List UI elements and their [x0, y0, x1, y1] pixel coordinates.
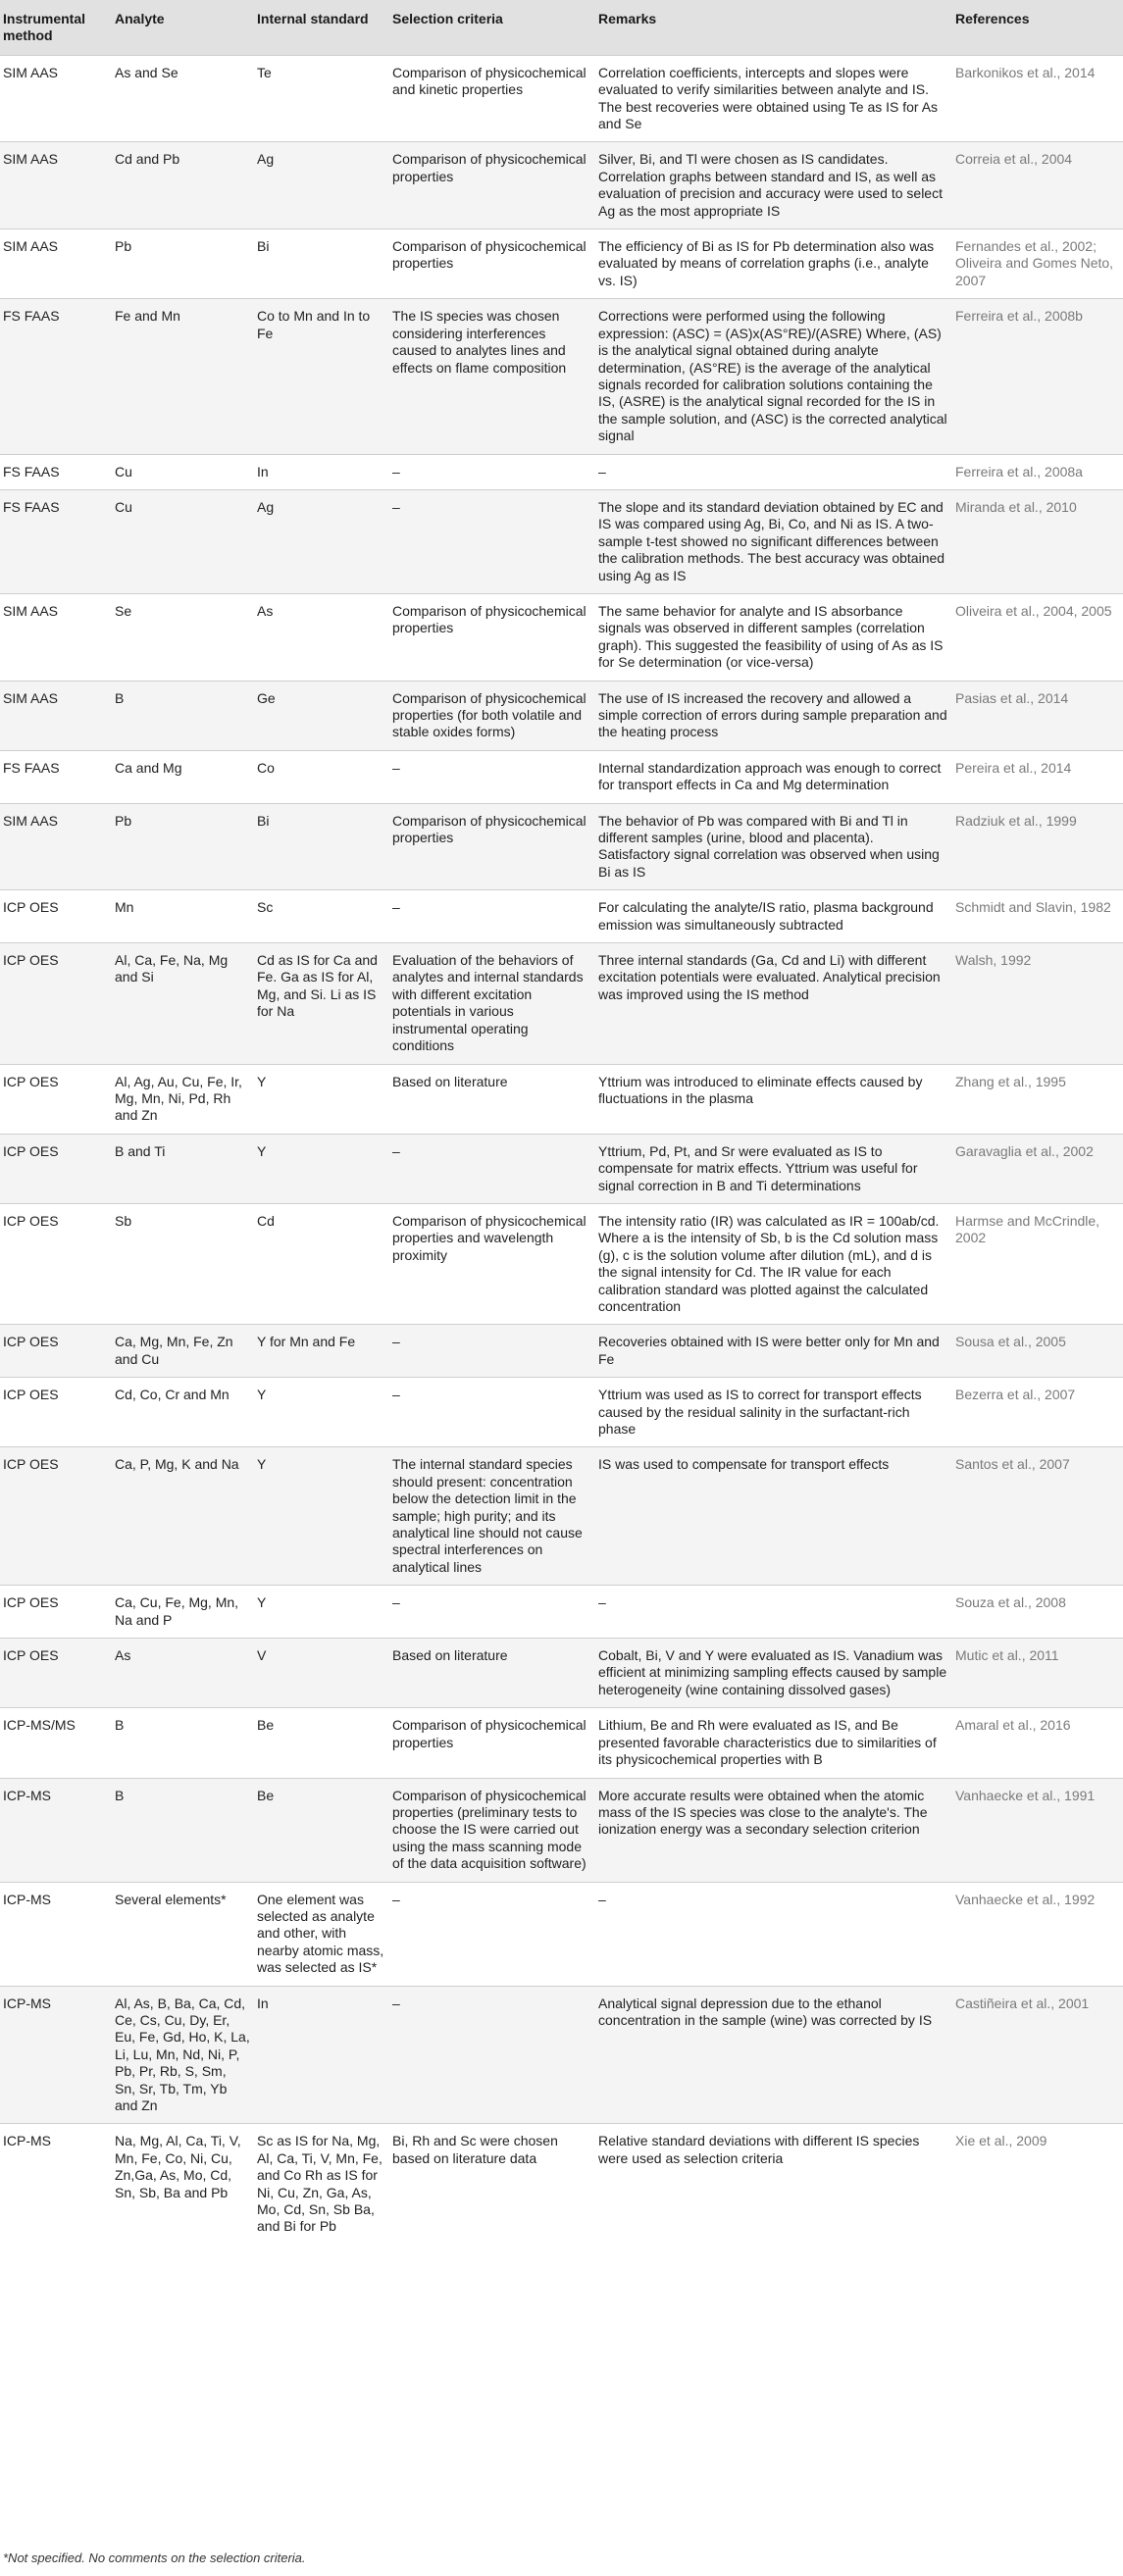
analyte-cell: B: [112, 681, 254, 750]
table-header-row: [0, 0, 1123, 55]
table-row: [0, 2124, 1123, 2245]
instrumental-method-cell: ICP OES: [0, 943, 112, 1064]
table-row: [0, 803, 1123, 890]
selection-criteria-cell: The internal standard species should present: concentration below the detection limit in the sample; high purity; and its analytical line should not cause spectral interferences on analytical lines: [389, 1447, 595, 1586]
table-row: [0, 750, 1123, 803]
reference-cell: Harmse and McCrindle, 2002: [952, 1203, 1123, 1324]
selection-criteria-cell: –: [389, 1134, 595, 1203]
reference-cell: Vanhaecke et al., 1992: [952, 1882, 1123, 1986]
table-row: [0, 890, 1123, 943]
selection-criteria-cell: Comparison of physicochemical properties: [389, 142, 595, 229]
analyte-cell: Cd, Co, Cr and Mn: [112, 1378, 254, 1447]
table-row: [0, 142, 1123, 229]
table-body: [0, 55, 1123, 2245]
internal-standard-cell: Cd: [254, 1203, 389, 1324]
remarks-cell: IS was used to compensate for transport effects: [595, 1447, 952, 1586]
remarks-cell: Corrections were performed using the following expression: (ASC) = (AS)x(AS°RE)/(ASRE) Where, (AS) is the analytical signal obtained during analyte determination, (AS°RE) is the average of the analytical signals recorded for calibration solutions containing the IS, (ASRE) is the analytical signal recorded for the IS in the sample solution, and (ASC) is the corrected analytical signal: [595, 299, 952, 454]
instrumental-method-cell: SIM AAS: [0, 142, 112, 229]
internal-standard-cell: Ag: [254, 142, 389, 229]
reference-cell: Souza et al., 2008: [952, 1586, 1123, 1639]
selection-criteria-cell: Comparison of physicochemical properties: [389, 229, 595, 299]
analyte-cell: Ca, Mg, Mn, Fe, Zn and Cu: [112, 1325, 254, 1378]
remarks-cell: Correlation coefficients, intercepts and slopes were evaluated to verify similarities between analyte and IS. The best recoveries were obtained using Te as IS for As and Se: [595, 55, 952, 142]
internal-standard-cell: In: [254, 1986, 389, 2124]
internal-standard-cell: V: [254, 1639, 389, 1708]
remarks-cell: Lithium, Be and Rh were evaluated as IS, and Be presented favorable characteristics due to similarities of its physicochemical properties with B: [595, 1708, 952, 1778]
internal-standard-cell: Sc: [254, 890, 389, 943]
instrumental-method-cell: ICP-MS: [0, 1778, 112, 1882]
internal-standard-cell: Y: [254, 1378, 389, 1447]
analyte-cell: Se: [112, 593, 254, 681]
remarks-cell: Three internal standards (Ga, Cd and Li) with different excitation potentials were evaluated. Analytical precision was improved using the IS method: [595, 943, 952, 1064]
instrumental-method-cell: SIM AAS: [0, 55, 112, 142]
reference-cell: Zhang et al., 1995: [952, 1064, 1123, 1134]
analyte-cell: Sb: [112, 1203, 254, 1324]
remarks-cell: Silver, Bi, and Tl were chosen as IS candidates. Correlation graphs between standard and IS, as well as evaluation of precision and accuracy were used to select Ag as the most appropriate IS: [595, 142, 952, 229]
selection-criteria-cell: Comparison of physicochemical properties: [389, 1708, 595, 1778]
table-row: [0, 1708, 1123, 1778]
internal-standard-cell: Y for Mn and Fe: [254, 1325, 389, 1378]
reference-cell: Castiñeira et al., 2001: [952, 1986, 1123, 2124]
table-row: [0, 489, 1123, 593]
instrumental-method-cell: ICP OES: [0, 1586, 112, 1639]
reference-cell: Garavaglia et al., 2002: [952, 1134, 1123, 1203]
reference-cell: Fernandes et al., 2002; Oliveira and Gomes Neto, 2007: [952, 229, 1123, 299]
instrumental-method-cell: ICP OES: [0, 1325, 112, 1378]
selection-criteria-cell: Comparison of physicochemical and kinetic properties: [389, 55, 595, 142]
instrumental-method-cell: FS FAAS: [0, 750, 112, 803]
table-row: [0, 1778, 1123, 1882]
selection-criteria-cell: Based on literature: [389, 1064, 595, 1134]
selection-criteria-cell: –: [389, 1378, 595, 1447]
remarks-cell: The behavior of Pb was compared with Bi and Tl in different samples (urine, blood and placenta). Satisfactory signal correlation was observed when using Bi as IS: [595, 803, 952, 890]
analyte-cell: Fe and Mn: [112, 299, 254, 454]
internal-standard-cell: Co: [254, 750, 389, 803]
analyte-cell: Several elements*: [112, 1882, 254, 1986]
analyte-cell: B and Ti: [112, 1134, 254, 1203]
remarks-cell: Yttrium was introduced to eliminate effects caused by fluctuations in the plasma: [595, 1064, 952, 1134]
reference-cell: Bezerra et al., 2007: [952, 1378, 1123, 1447]
internal-standard-cell: One element was selected as analyte and other, with nearby atomic mass, was selected as IS*: [254, 1882, 389, 1986]
table-row: [0, 1882, 1123, 1986]
table-row: [0, 1447, 1123, 1586]
analyte-cell: B: [112, 1778, 254, 1882]
reference-cell: Schmidt and Slavin, 1982: [952, 890, 1123, 943]
internal-standard-cell: Bi: [254, 803, 389, 890]
table-footnote: *Not specified. No comments on the selection criteria.: [3, 2551, 306, 2565]
remarks-cell: –: [595, 1882, 952, 1986]
internal-standard-cell: Y: [254, 1447, 389, 1586]
remarks-cell: The slope and its standard deviation obtained by EC and IS was compared using Ag, Bi, Co, and Ni as IS. A two-sample t-test showed no significant differences between the calibration methods. The best accuracy was obtained using Ag as IS: [595, 489, 952, 593]
instrumental-method-cell: ICP-MS: [0, 1882, 112, 1986]
header-instrumental-method: Instrumental method: [0, 0, 112, 55]
instrumental-method-cell: SIM AAS: [0, 229, 112, 299]
instrumental-method-cell: ICP OES: [0, 1064, 112, 1134]
remarks-cell: The intensity ratio (IR) was calculated as IR = 100ab/cd. Where a is the intensity of Sb, b is the Cd solution mass (g), c is the solution volume after dilution (mL), and d is the signal intensity for Cd. The IR value for each calibration standard was plotted against the calculated concentration: [595, 1203, 952, 1324]
remarks-cell: The same behavior for analyte and IS absorbance signals was observed in different samples (correlation graph). This suggested the feasibility of using of As as IS for Se determination (or vice-versa): [595, 593, 952, 681]
table-row: [0, 681, 1123, 750]
instrumental-method-cell: FS FAAS: [0, 489, 112, 593]
analyte-cell: Mn: [112, 890, 254, 943]
analyte-cell: Ca and Mg: [112, 750, 254, 803]
table-row: [0, 454, 1123, 489]
internal-standard-cell: Be: [254, 1778, 389, 1882]
selection-criteria-cell: –: [389, 750, 595, 803]
analyte-cell: Na, Mg, Al, Ca, Ti, V, Mn, Fe, Co, Ni, Cu, Zn,Ga, As, Mo, Cd, Sn, Sb, Ba and Pb: [112, 2124, 254, 2245]
selection-criteria-cell: –: [389, 1882, 595, 1986]
remarks-cell: Internal standardization approach was enough to correct for transport effects in Ca and Mg determination: [595, 750, 952, 803]
selection-criteria-cell: –: [389, 454, 595, 489]
analyte-cell: Ca, P, Mg, K and Na: [112, 1447, 254, 1586]
remarks-cell: Relative standard deviations with different IS species were used as selection criteria: [595, 2124, 952, 2245]
table-row: [0, 593, 1123, 681]
header-internal-standard: Internal standard: [254, 0, 389, 55]
instrumental-method-cell: FS FAAS: [0, 299, 112, 454]
analyte-cell: Cu: [112, 489, 254, 593]
remarks-cell: –: [595, 454, 952, 489]
instrumental-method-cell: ICP OES: [0, 1378, 112, 1447]
instrumental-method-cell: FS FAAS: [0, 454, 112, 489]
internal-standard-cell: Sc as IS for Na, Mg, Al, Ca, Ti, V, Mn, Fe, and Co Rh as IS for Ni, Cu, Zn, Ga, As, Mo, Cd, Sn, Sb Ba, and Bi for Pb: [254, 2124, 389, 2245]
analyte-cell: As: [112, 1639, 254, 1708]
analyte-cell: Al, Ca, Fe, Na, Mg and Si: [112, 943, 254, 1064]
reference-cell: Oliveira et al., 2004, 2005: [952, 593, 1123, 681]
table-row: [0, 1986, 1123, 2124]
instrumental-method-cell: ICP OES: [0, 1203, 112, 1324]
table-row: [0, 229, 1123, 299]
analyte-cell: Pb: [112, 803, 254, 890]
selection-criteria-cell: Bi, Rh and Sc were chosen based on literature data: [389, 2124, 595, 2245]
analyte-cell: Cd and Pb: [112, 142, 254, 229]
table-row: [0, 1639, 1123, 1708]
instrumental-method-cell: ICP OES: [0, 1639, 112, 1708]
remarks-cell: Yttrium, Pd, Pt, and Sr were evaluated as IS to compensate for matrix effects. Yttrium was useful for signal correction in B and Ti determinations: [595, 1134, 952, 1203]
internal-standard-cell: Cd as IS for Ca and Fe. Ga as IS for Al, Mg, and Si. Li as IS for Na: [254, 943, 389, 1064]
analyte-cell: B: [112, 1708, 254, 1778]
table-row: [0, 299, 1123, 454]
instrumental-method-cell: ICP-MS/MS: [0, 1708, 112, 1778]
table-row: [0, 1378, 1123, 1447]
analyte-cell: Ca, Cu, Fe, Mg, Mn, Na and P: [112, 1586, 254, 1639]
reference-cell: Sousa et al., 2005: [952, 1325, 1123, 1378]
instrumental-method-cell: SIM AAS: [0, 593, 112, 681]
reference-cell: Ferreira et al., 2008b: [952, 299, 1123, 454]
internal-standard-cell: As: [254, 593, 389, 681]
remarks-cell: The use of IS increased the recovery and allowed a simple correction of errors during sample preparation and the heating process: [595, 681, 952, 750]
selection-criteria-cell: –: [389, 489, 595, 593]
remarks-cell: For calculating the analyte/IS ratio, plasma background emission was simultaneously subtracted: [595, 890, 952, 943]
internal-standard-cell: In: [254, 454, 389, 489]
reference-cell: Barkonikos et al., 2014: [952, 55, 1123, 142]
analyte-cell: Cu: [112, 454, 254, 489]
table-row: [0, 1134, 1123, 1203]
reference-cell: Pasias et al., 2014: [952, 681, 1123, 750]
selection-criteria-cell: Comparison of physicochemical properties: [389, 803, 595, 890]
selection-criteria-cell: The IS species was chosen considering interferences caused to analytes lines and effects on flame composition: [389, 299, 595, 454]
internal-standard-cell: Te: [254, 55, 389, 142]
internal-standard-cell: Y: [254, 1586, 389, 1639]
remarks-cell: Analytical signal depression due to the ethanol concentration in the sample (wine) was corrected by IS: [595, 1986, 952, 2124]
table-row: [0, 1203, 1123, 1324]
header-selection-criteria: Selection criteria: [389, 0, 595, 55]
internal-standard-cell: Be: [254, 1708, 389, 1778]
analyte-cell: Pb: [112, 229, 254, 299]
internal-standard-cell: Ge: [254, 681, 389, 750]
remarks-cell: –: [595, 1586, 952, 1639]
internal-standard-cell: Bi: [254, 229, 389, 299]
reference-cell: Amaral et al., 2016: [952, 1708, 1123, 1778]
remarks-cell: Cobalt, Bi, V and Y were evaluated as IS. Vanadium was efficient at minimizing sampling effects caused by sample heterogeneity (wine containing dissolved gases): [595, 1639, 952, 1708]
reference-cell: Miranda et al., 2010: [952, 489, 1123, 593]
instrumental-method-cell: SIM AAS: [0, 681, 112, 750]
reference-cell: Mutic et al., 2011: [952, 1639, 1123, 1708]
selection-criteria-cell: Evaluation of the behaviors of analytes and internal standards with different excitation potentials in various instrumental operating conditions: [389, 943, 595, 1064]
table-row: [0, 1064, 1123, 1134]
analyte-cell: Al, Ag, Au, Cu, Fe, Ir, Mg, Mn, Ni, Pd, Rh and Zn: [112, 1064, 254, 1134]
selection-criteria-cell: –: [389, 1586, 595, 1639]
header-analyte: Analyte: [112, 0, 254, 55]
instrumental-method-cell: ICP OES: [0, 1447, 112, 1586]
reference-cell: Santos et al., 2007: [952, 1447, 1123, 1586]
table-row: [0, 1325, 1123, 1378]
remarks-cell: More accurate results were obtained when the atomic mass of the IS species was close to the analyte's. The ionization energy was a secondary selection criterion: [595, 1778, 952, 1882]
selection-criteria-cell: Comparison of physicochemical properties (for both volatile and stable oxides forms): [389, 681, 595, 750]
reference-cell: Walsh, 1992: [952, 943, 1123, 1064]
selection-criteria-cell: Based on literature: [389, 1639, 595, 1708]
selection-criteria-cell: –: [389, 890, 595, 943]
analyte-cell: As and Se: [112, 55, 254, 142]
table-row: [0, 55, 1123, 142]
selection-criteria-cell: –: [389, 1986, 595, 2124]
table-row: [0, 1586, 1123, 1639]
reference-cell: Xie et al., 2009: [952, 2124, 1123, 2245]
instrumental-method-cell: ICP-MS: [0, 2124, 112, 2245]
table-row: [0, 943, 1123, 1064]
selection-criteria-cell: Comparison of physicochemical properties: [389, 593, 595, 681]
reference-cell: Correia et al., 2004: [952, 142, 1123, 229]
selection-criteria-cell: –: [389, 1325, 595, 1378]
remarks-cell: Recoveries obtained with IS were better only for Mn and Fe: [595, 1325, 952, 1378]
header-references: References: [952, 0, 1123, 55]
reference-cell: Radziuk et al., 1999: [952, 803, 1123, 890]
instrumental-method-cell: ICP OES: [0, 890, 112, 943]
instrumental-method-cell: ICP OES: [0, 1134, 112, 1203]
selection-criteria-cell: Comparison of physicochemical properties (preliminary tests to choose the IS were carried out using the mass scanning mode of the data acquisition software): [389, 1778, 595, 1882]
selection-criteria-cell: Comparison of physicochemical properties and wavelength proximity: [389, 1203, 595, 1324]
analyte-cell: Al, As, B, Ba, Ca, Cd, Ce, Cs, Cu, Dy, Er, Eu, Fe, Gd, Ho, K, La, Li, Lu, Mn, Nd, Ni, P, Pb, Pr, Rb, S, Sm, Sn, Sr, Tb, Tm, Yb and Zn: [112, 1986, 254, 2124]
internal-standard-cell: Y: [254, 1064, 389, 1134]
instrumental-method-cell: SIM AAS: [0, 803, 112, 890]
reference-cell: Pereira et al., 2014: [952, 750, 1123, 803]
remarks-cell: Yttrium was used as IS to correct for transport effects caused by the residual salinity in the surfactant-rich phase: [595, 1378, 952, 1447]
internal-standard-cell: Ag: [254, 489, 389, 593]
internal-standard-cell: Y: [254, 1134, 389, 1203]
instrumental-method-cell: ICP-MS: [0, 1986, 112, 2124]
reference-cell: Ferreira et al., 2008a: [952, 454, 1123, 489]
remarks-cell: The efficiency of Bi as IS for Pb determination also was evaluated by means of correlation graphs (i.e., analyte vs. IS): [595, 229, 952, 299]
reference-cell: Vanhaecke et al., 1991: [952, 1778, 1123, 1882]
internal-standard-cell: Co to Mn and In to Fe: [254, 299, 389, 454]
header-remarks: Remarks: [595, 0, 952, 55]
